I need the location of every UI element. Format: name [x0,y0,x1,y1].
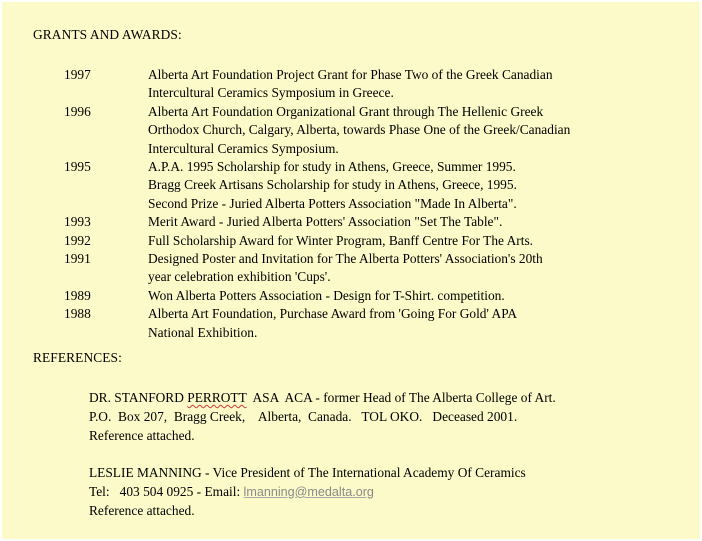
reference-manning [89,464,649,520]
reference-title: ASA ACA - former Head of The Alberta College of Art. [246,390,556,405]
reference-name-line [89,389,649,408]
grant-line: Alberta Art Foundation Organizational Grant through The Hellenic Greek [148,103,544,119]
grant-line: year celebration exhibition 'Cups'. [148,269,331,285]
grant-description [148,158,664,213]
grant-line: Intercultural Ceramics Symposium. [148,140,339,156]
grant-description [148,287,664,305]
grant-line: National Exhibition. [148,324,258,340]
grant-item-1997 [64,66,664,103]
grant-year: 1989 [64,287,91,303]
grant-description [148,103,664,158]
grant-item-1988 [64,305,664,342]
grant-year: 1991 [64,251,91,267]
reference-contact-line [89,483,649,502]
grant-line: A.P.A. 1995 Scholarship for study in Athens, Greece, Summer 1995. [148,159,516,175]
grant-year: 1988 [64,306,91,322]
grant-description [148,66,664,103]
grant-line: Designed Poster and Invitation for The Alberta Potters' Association's 20th [148,251,543,267]
grant-line: Bragg Creek Artisans Scholarship for study in Athens, Greece, 1995. [148,177,517,193]
grants-list [64,66,664,342]
email-link[interactable]: lmanning@medalta.org [243,484,374,499]
reference-address: P.O. Box 207, Bragg Creek, Alberta, Canada. TOL OKO. Deceased 2001. [89,408,518,424]
references-heading: REFERENCES: [33,350,122,365]
reference-name-line: LESLIE MANNING - Vice President of The International Academy Of Ceramics [89,465,526,480]
grant-item-1991 [64,250,664,287]
grant-item-1995 [64,158,664,213]
grant-line: Merit Award - Juried Alberta Potters' Association "Set The Table". [148,214,503,230]
grant-description [148,250,664,287]
reference-perrott [89,389,649,445]
grant-line: Intercultural Ceramics Symposium in Greece. [148,85,394,101]
grant-year: 1997 [64,67,91,82]
spellcheck-flagged-word: PERROTT [187,390,247,405]
grant-line: Alberta Art Foundation Project Grant for Phase Two of the Greek Canadian [148,67,553,82]
grant-item-1996 [64,103,664,158]
grant-year: 1992 [64,232,91,248]
grants-heading: GRANTS AND AWARDS: [33,27,182,42]
reference-name-prefix: DR. STANFORD [89,390,188,405]
grant-year: 1995 [64,159,91,175]
reference-phone: Tel: 403 504 0925 - Email: [89,483,244,499]
grant-item-1993 [64,213,664,231]
reference-note: Reference attached. [89,502,195,518]
grant-year: 1996 [64,103,91,119]
grant-item-1989 [64,287,664,305]
grant-description [148,305,664,342]
grant-description [148,213,664,231]
grant-line: Second Prize - Juried Alberta Potters Association "Made In Alberta". [148,195,517,211]
grant-description [148,232,664,250]
grant-line: Orthodox Church, Calgary, Alberta, towards Phase One of the Greek/Canadian [148,122,571,138]
grant-line: Won Alberta Potters Association - Design for T-Shirt. competition. [148,287,505,303]
document-page [2,2,700,539]
grant-line: Full Scholarship Award for Winter Program, Banff Centre For The Arts. [148,232,534,248]
grant-line: Alberta Art Foundation, Purchase Award from 'Going For Gold' APA [148,306,518,322]
grant-year: 1993 [64,214,91,230]
reference-note: Reference attached. [89,427,195,443]
grant-item-1992 [64,232,664,250]
